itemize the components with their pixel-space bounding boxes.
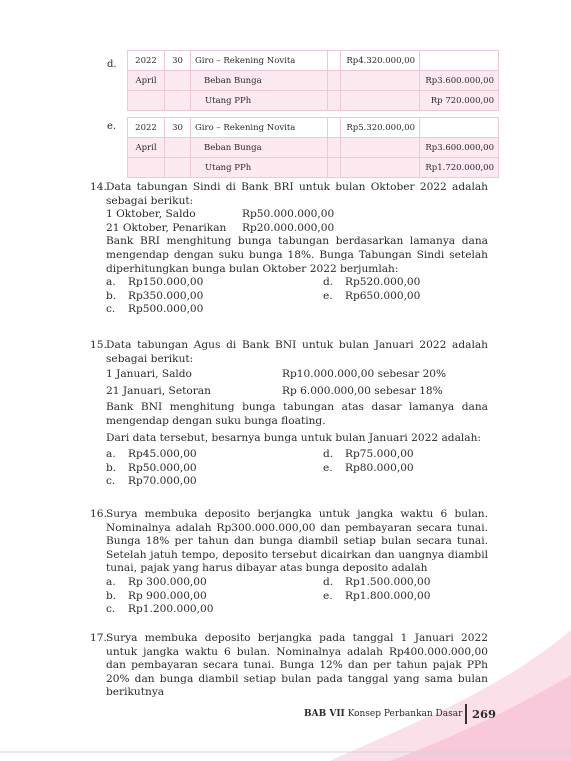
question-16 xyxy=(90,508,488,617)
question-15 xyxy=(90,339,488,489)
table-row xyxy=(128,138,499,158)
question-intro: Data tabungan Agus di Bank BNI untuk bulan Januari 2022 adalah sebagai berikut: xyxy=(106,339,488,365)
data-value: Rp20.000.000,00 xyxy=(242,221,335,234)
journal-cell xyxy=(128,158,165,178)
option-d: d. Rp520.000,00 xyxy=(323,276,421,289)
journal-cell: Beban Bunga xyxy=(191,138,328,158)
journal-cell: April xyxy=(128,71,165,91)
data-value: Rp 6.000.000,00 sebesar 18% xyxy=(282,384,443,397)
journal-cell: Rp1.720.000,00 xyxy=(420,158,499,178)
journal-cell xyxy=(328,91,341,111)
journal-cell xyxy=(165,71,191,91)
table-row xyxy=(128,118,499,138)
data-label: 21 Oktober, Penarikan xyxy=(106,221,227,234)
option-c: c. Rp500.000,00 xyxy=(106,303,204,316)
option-b: b. Rp50.000,00 xyxy=(106,461,197,474)
journal-cell: April xyxy=(128,138,165,158)
journal-cell: 2022 xyxy=(128,118,165,138)
question-number: 17. xyxy=(90,632,107,644)
option-e: e. Rp650.000,00 xyxy=(323,289,421,302)
question-number: 14. xyxy=(90,181,107,193)
option-a: a. Rp 300.000,00 xyxy=(106,575,207,588)
journal-cell xyxy=(420,118,499,138)
question-text-2: Dari data tersebut, besarnya bunga untuk bulan Januari 2022 adalah: xyxy=(106,431,482,444)
option-b: b. Rp350.000,00 xyxy=(106,289,204,302)
journal-table-d xyxy=(127,50,499,111)
journal-cell xyxy=(341,138,420,158)
table-row xyxy=(128,91,499,111)
journal-cell xyxy=(328,51,341,71)
journal-cell: 2022 xyxy=(128,51,165,71)
journal-cell: Utang PPh xyxy=(191,158,328,178)
option-c: c. Rp1.200.000,00 xyxy=(106,603,214,616)
journal-cell: Utang PPh xyxy=(191,91,328,111)
option-d: d. Rp75.000,00 xyxy=(323,448,414,461)
question-text: Bank BNI menghitung bunga tabungan atas dasar lamanya dana mengendap dengan suku bunga floating. xyxy=(106,401,488,427)
question-text: Surya membuka deposito berjangka untuk jangka waktu 6 bulan. Nominalnya adalah Rp300.000.000,00 dan pembayaran secara tunai. Bunga 18% per tahun dan bunga diambil setiap bulan secara tunai. Setelah jatuh tempo, deposito tersebut dicairkan dan uangnya diambil tunai, pajak yang harus dibayar atas bunga deposito adalah xyxy=(106,508,488,575)
journal-cell xyxy=(128,91,165,111)
data-label: 1 Januari, Saldo xyxy=(106,368,192,381)
question-text: Surya membuka deposito berjangka pada tanggal 1 Januari 2022 untuk jangka waktu 6 bulan. Nominalnya adalah Rp400.000.000,00 dan pembayaran secara tunai. Bunga 12% dan per tahun pajak PPh 20% dan bunga diambil setiap bulan pada tanggal yang sama bulan berikutnya xyxy=(106,632,488,699)
journal-cell: Rp3.600.000,00 xyxy=(420,71,499,91)
journal-cell xyxy=(341,71,420,91)
question-number: 16. xyxy=(90,508,107,520)
answer-options xyxy=(106,448,488,489)
question-17 xyxy=(90,632,488,700)
question-intro: Data tabungan Sindi di Bank BRI untuk bulan Oktober 2022 adalah sebagai berikut: xyxy=(106,181,488,207)
journal-cell xyxy=(165,138,191,158)
option-letter-e: e. xyxy=(107,121,117,132)
journal-cell xyxy=(341,158,420,178)
journal-cell xyxy=(328,158,341,178)
data-label: 1 Oktober, Saldo xyxy=(106,208,196,221)
data-value: Rp50.000.000,00 xyxy=(242,208,335,221)
answer-options xyxy=(106,276,488,317)
journal-cell: 30 xyxy=(165,51,191,71)
option-d: d. Rp1.500.000,00 xyxy=(323,575,431,588)
journal-table-e xyxy=(127,117,499,178)
page-footer xyxy=(304,709,462,719)
question-number: 15. xyxy=(90,339,107,351)
journal-cell: Beban Bunga xyxy=(191,71,328,91)
journal-cell: Rp4.320.000,00 xyxy=(341,51,420,71)
option-a: a. Rp150.000,00 xyxy=(106,276,204,289)
journal-cell: Giro – Rekening Novita xyxy=(191,118,328,138)
journal-cell xyxy=(165,91,191,111)
chapter-label: BAB VII xyxy=(304,709,345,719)
option-e: e. Rp1.800.000,00 xyxy=(323,589,431,602)
journal-cell xyxy=(328,118,341,138)
data-label: 21 Januari, Setoran xyxy=(106,384,211,397)
question-14 xyxy=(90,181,488,317)
journal-cell: Rp5.320.000,00 xyxy=(341,118,420,138)
option-e: e. Rp80.000,00 xyxy=(323,461,414,474)
journal-cell: Giro – Rekening Novita xyxy=(191,51,328,71)
answer-options xyxy=(106,576,488,617)
journal-cell xyxy=(165,158,191,178)
option-a: a. Rp45.000,00 xyxy=(106,448,197,461)
page-number-wrap xyxy=(472,707,496,721)
journal-cell: Rp 720.000,00 xyxy=(420,91,499,111)
journal-cell xyxy=(420,51,499,71)
option-letter-d: d. xyxy=(107,59,117,70)
table-row xyxy=(128,51,499,71)
page-number: 269 xyxy=(472,707,497,721)
table-row xyxy=(128,71,499,91)
option-c: c. Rp70.000,00 xyxy=(106,475,197,488)
journal-cell: Rp3.600.000,00 xyxy=(420,138,499,158)
data-value: Rp10.000.000,00 sebesar 20% xyxy=(282,368,447,381)
journal-cell xyxy=(328,138,341,158)
option-b: b. Rp 900.000,00 xyxy=(106,589,207,602)
chapter-title: Konsep Perbankan Dasar xyxy=(347,709,463,719)
journal-cell xyxy=(341,91,420,111)
journal-cell xyxy=(328,71,341,91)
table-row xyxy=(128,158,499,178)
question-text: Bank BRI menghitung bunga tabungan berdasarkan lamanya dana mengendap dengan suku bunga 18%. Bunga Tabungan Sindi setelah diperhitungkan bunga bulan Oktober 2022 berjumlah: xyxy=(106,235,488,275)
journal-cell: 30 xyxy=(165,118,191,138)
footer-divider xyxy=(465,704,467,724)
